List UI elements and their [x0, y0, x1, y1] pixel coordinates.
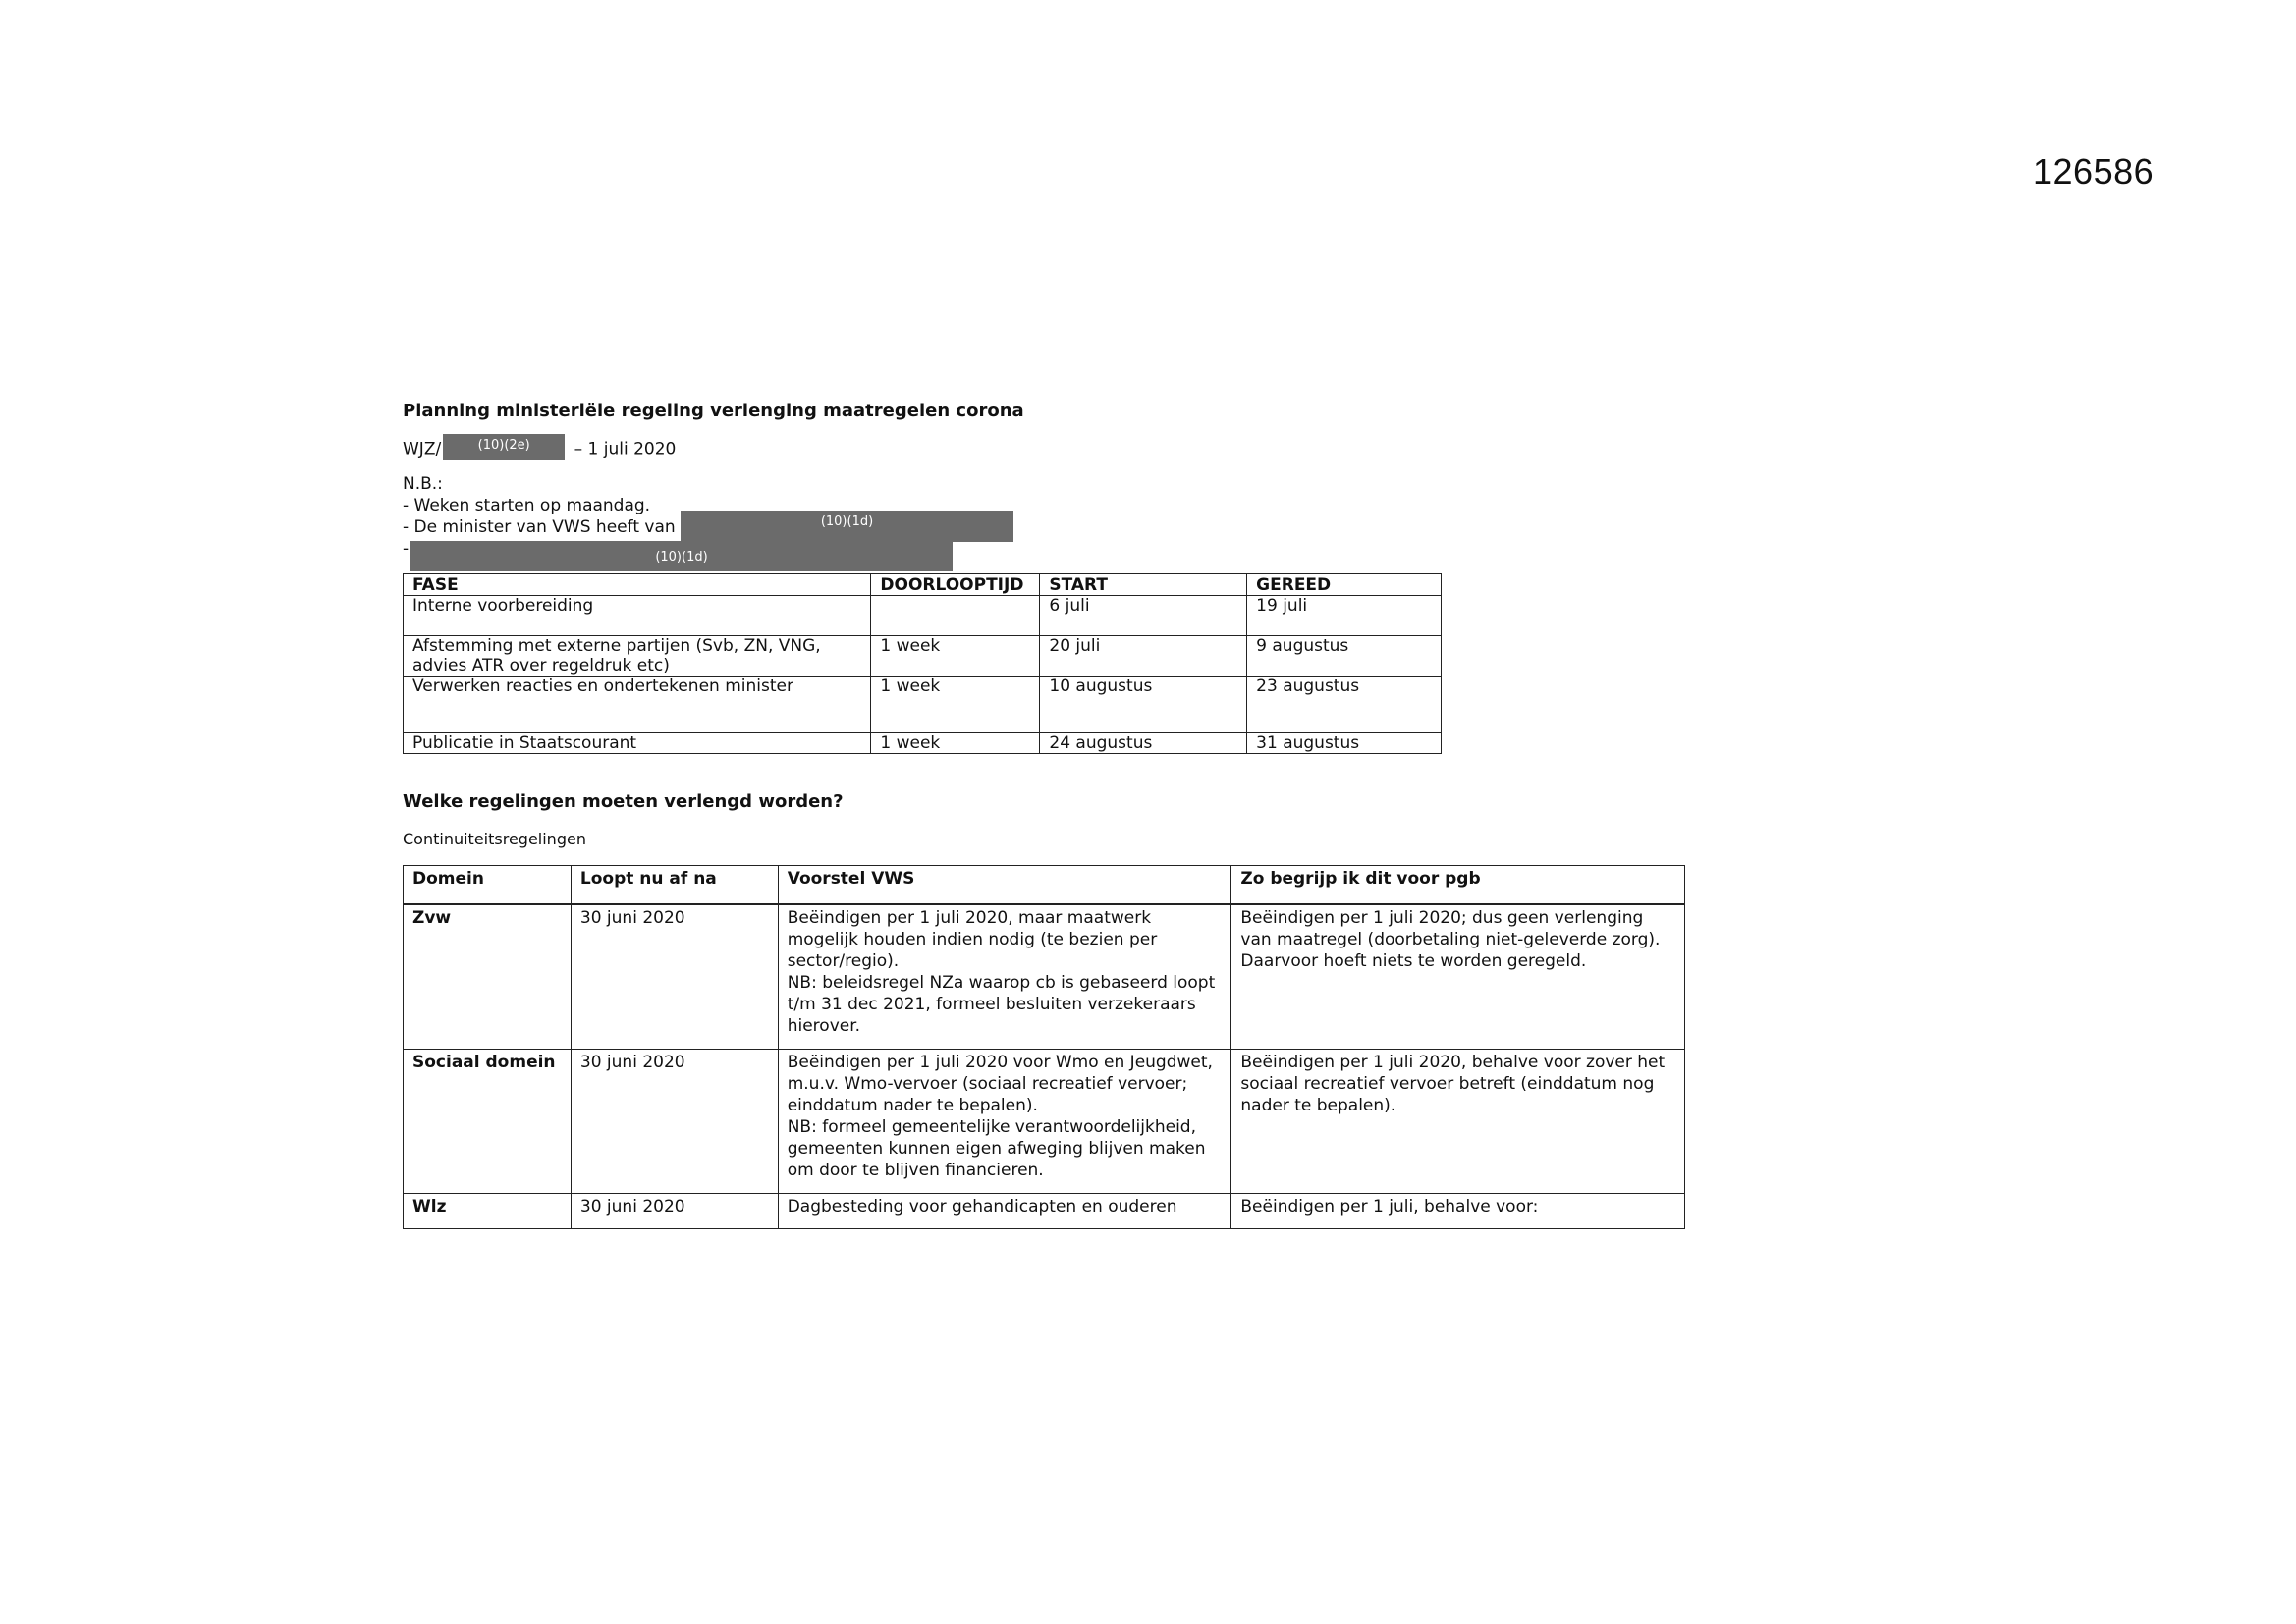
table-cell: 24 augustus — [1040, 733, 1247, 754]
table-cell: Beëindigen per 1 juli 2020; dus geen verlenging van maatregel (doorbetaling niet-geleverde zorg). Daarvoor hoeft niets te worden geregeld. — [1231, 904, 1685, 1049]
table-cell: Sociaal domein — [404, 1049, 572, 1193]
continuity-table — [403, 865, 1685, 1229]
table-cell: 20 juli — [1040, 636, 1247, 677]
table-cell: Beëindigen per 1 juli 2020 voor Wmo en Jeugdwet, m.u.v. Wmo-vervoer (sociaal recreatief vervoer; einddatum nader te bepalen). NB: formeel gemeentelijke verantwoordelijkheid, gemeenten kunnen eigen afweging blijven maken om door te blijven financieren. — [778, 1049, 1231, 1193]
table-cell: Dagbesteding voor gehandicapten en ouderen — [778, 1193, 1231, 1228]
table-cell: 6 juli — [1040, 596, 1247, 636]
section-subheading: Continuiteitsregelingen — [403, 830, 586, 848]
table-cell: 9 augustus — [1247, 636, 1442, 677]
reference-date: – 1 juli 2020 — [569, 439, 677, 460]
table-cell: 1 week — [871, 636, 1040, 677]
table-cell: 1 week — [871, 733, 1040, 754]
table-cell: 30 juni 2020 — [571, 1049, 778, 1193]
table-cell: Zvw — [404, 904, 572, 1049]
table-header-row — [404, 574, 1442, 596]
table-row — [404, 904, 1685, 1049]
table-header-row — [404, 866, 1685, 905]
table-row — [404, 677, 1442, 733]
table-cell: 10 augustus — [1040, 677, 1247, 733]
redaction-block: (10)(1d) — [681, 511, 1013, 542]
table-cell: Beëindigen per 1 juli 2020, maar maatwerk mogelijk houden indien nodig (te bezien per sector/regio). NB: beleidsregel NZa waarop cb is gebaseerd loopt t/m 31 dec 2021, formeel besluiten verzekeraars hierover. — [778, 904, 1231, 1049]
table-cell: 30 juni 2020 — [571, 904, 778, 1049]
redaction-block: (10)(1d) — [410, 541, 953, 571]
section-question: Welke regelingen moeten verlengd worden? — [403, 791, 844, 812]
table-cell: Publicatie in Staatscourant — [404, 733, 871, 754]
column-header: Domein — [404, 866, 572, 905]
reference-line — [403, 438, 676, 460]
table-row — [404, 1049, 1685, 1193]
table-cell: Beëindigen per 1 juli 2020, behalve voor zover het sociaal recreatief vervoer betreft (einddatum nog nader te bepalen). — [1231, 1049, 1685, 1193]
table-cell — [871, 596, 1040, 636]
column-header: Loopt nu af na — [571, 866, 778, 905]
table-cell: 23 augustus — [1247, 677, 1442, 733]
table-row — [404, 596, 1442, 636]
table-row — [404, 636, 1442, 677]
table-cell: 30 juni 2020 — [571, 1193, 778, 1228]
table-cell: Interne voorbereiding — [404, 596, 871, 636]
column-header: GEREED — [1247, 574, 1442, 596]
table-cell: Beëindigen per 1 juli, behalve voor: — [1231, 1193, 1685, 1228]
document-title: Planning ministeriële regeling verlenging maatregelen corona — [403, 401, 1024, 421]
column-header: DOORLOOPTIJD — [871, 574, 1040, 596]
table-cell: Wlz — [404, 1193, 572, 1228]
note-line: - De minister van VWS heeft van — [403, 517, 676, 537]
notes — [403, 473, 676, 538]
column-header: Zo begrijp ik dit voor pgb — [1231, 866, 1685, 905]
table-cell: Verwerken reacties en ondertekenen minister — [404, 677, 871, 733]
planning-table — [403, 573, 1442, 754]
document-number: 126586 — [2033, 151, 2155, 191]
column-header: START — [1040, 574, 1247, 596]
table-row — [404, 1193, 1685, 1228]
table-cell: Afstemming met externe partijen (Svb, ZN, VNG, advies ATR over regeldruk etc) — [404, 636, 871, 677]
redaction-block: (10)(2e) — [443, 434, 565, 460]
table-cell: 1 week — [871, 677, 1040, 733]
note-line: - Weken starten op maandag. — [403, 496, 651, 515]
table-cell: 19 juli — [1247, 596, 1442, 636]
table-row — [404, 733, 1442, 754]
note-line-dash: - — [403, 539, 410, 559]
reference-prefix: WJZ/ — [403, 439, 442, 460]
column-header: Voorstel VWS — [778, 866, 1231, 905]
table-cell: 31 augustus — [1247, 733, 1442, 754]
column-header: FASE — [404, 574, 871, 596]
notes-heading: N.B.: — [403, 474, 443, 494]
